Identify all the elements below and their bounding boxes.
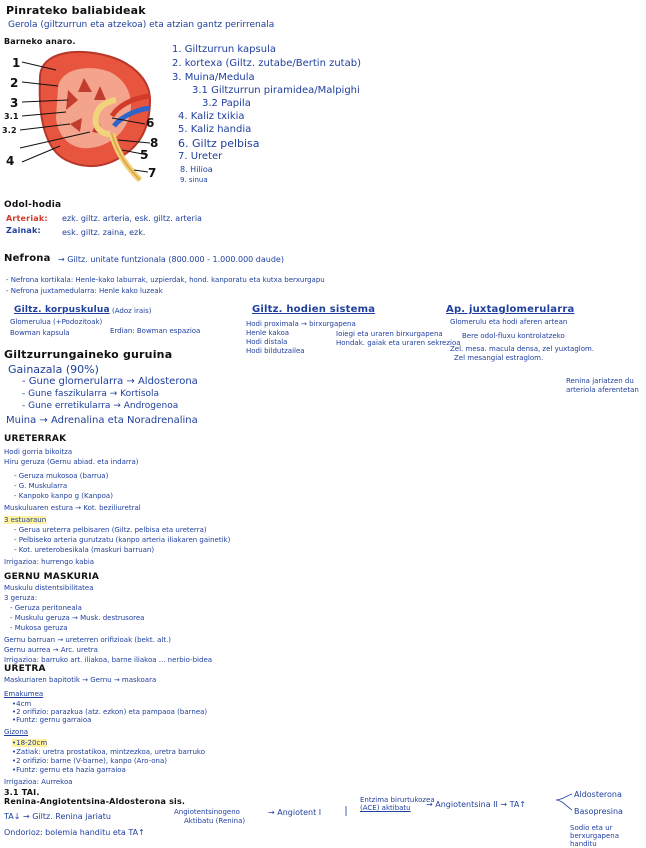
ureterrak-line: Muskuluaren estura → Kot. beziliuretral [4,504,141,512]
uretra-irrigazioa: Irrigazioa: Aurrekoa [4,778,73,786]
legend-item: 1. Giltzurrun kapsula [172,44,276,55]
kidney-number-3-1: 3.1 [4,112,19,121]
ureterrak-line: - Kot. ureterobesikala (maskuri barruan) [14,546,155,554]
uretra-em-item: •Funtz: gernu garraioa [12,716,92,724]
raa-angiotensin-2: → Angiotentsina II → TA↑ [426,800,527,809]
legend-item: 6. Giltz pelbisa [178,137,260,150]
adrenal-zone: - Gune faszikularra → Kortisola [22,389,160,399]
odol-title: Odol-hodia [4,200,62,210]
ureterrak-line: - Kanpoko kanpo g (Kanpoa) [14,492,113,500]
raa-sodium-note: Sodio eta ur berxurgapena handitu [570,824,619,848]
raa-flow-start: TA↓ → Giltz. Renina jariatu [4,812,111,821]
juxta-line: Zel. mesa. macula densa, zel yuxtaglom. [450,345,595,353]
adrenal-zone: - Gune erretikularra → Androgenoa [22,401,179,411]
uretra-line: Maskuriaren bapitotik → Gernu → maskoara [4,676,157,684]
legend-item: 3.1 Giltzurrun piramidea/Malpighi [192,85,360,96]
kidney-number-8: 8 [150,136,159,150]
ureterrak-line: Hiru geruza (Gernu abiad. eta indarra) [4,458,139,466]
legend-item: 7. Ureter [178,151,223,162]
legend-item: 5. Kaliz handia [178,124,252,135]
juxta-renin-note: Renina jariatzen du arteriola aferentetan [566,377,639,394]
tubular-item: Hodi bildutzailea [246,347,305,355]
adrenal-cortex: Gainazala (90%) [8,363,99,376]
raa-aldosterone: Aldosterona [574,790,622,799]
adrenal-zone: - Gune glomerularra → Aldosterona [22,376,198,387]
raa-enzyme: Entzima birurtukozea [360,796,435,804]
juxta-title: Ap. juxtaglomerularra [446,304,575,315]
juxta-line: Zel mesangial estraglom. [454,354,544,362]
raa-angiotensinogen: Angiotentsinogeno [174,808,240,816]
gernu-line: Muskulu distentsibilitatea [4,584,94,592]
ureterrak-line: - Gerua ureterra pelbisaren (Giltz. pelbisa eta ureterra) [14,526,207,534]
uretra-gi-item: •Funtz: gernu eta hazia garraioa [12,766,126,774]
gernu-line: 3 geruza: [4,594,38,602]
zainak-text: esk. giltz. zaina, ezk. [62,228,146,237]
kidney-number-3-2: 3.2 [2,126,17,135]
raa-renin-activation: Aktibatu (Renina) [184,817,246,825]
tubular-note: Ioiegi eta uraren birxurgapena [336,330,443,338]
legend-item: 3.2 Papila [202,98,251,109]
corpuscle-bowman-note: Erdian: Bowman espazioa [110,327,201,335]
gernu-line: - Geruza peritoneala [10,604,82,612]
raa-number: 3.1 TAI. [4,788,40,797]
page-title: Pinrateko baliabideak [6,4,146,17]
kidney-number-1: 1 [12,56,21,70]
uretra-title: URETRA [4,664,46,674]
uretra-gi-item: •18-20cm [12,739,48,747]
nefrona-definition: → Giltz. unitate funtzionala (800.000 - 1.000.000 daude) [58,255,284,264]
kidney-number-7: 7 [148,166,157,180]
tubular-note: Hondak. gaiak eta uraren sekrezioa [336,339,461,347]
ureterrak-line: - G. Muskularra [14,482,68,490]
gernu-title: GERNU MASKURIA [4,572,100,582]
legend-item: 3. Muina/Medula [172,72,255,83]
kidney-number-5: 5 [140,148,149,162]
uretra-em-item: •2 orifizio: parazkua (atz. ezkon) eta pampaoa (barnea) [12,708,208,716]
juxta-line: Bere odol-fluxu kontrolatzeko [462,332,565,340]
nefrona-title: Nefrona [4,253,51,264]
legend-item: 2. kortexa (Giltz. zutabe/Bertin zutab) [172,58,361,69]
ureterrak-line: 3 estuaraun [4,516,47,524]
ureterrak-line: - Geruza mukosoa (barrua) [14,472,109,480]
gernu-line: Gernu barruan → ureterren orifizioak (bekt. alt.) [4,636,172,644]
juxta-line: Glomerulu eta hodi aferen artean [450,318,568,326]
legend-item: 9. sinua [180,176,208,184]
gernu-line: Irrigazioa: barruko art. iliakoa, barne iliakoa ... nerbio-bidea [4,656,213,664]
raa-angiotensin-1: → Angiotent I [268,808,322,817]
kidney-number-3: 3 [10,96,19,110]
arteriak-label: Arteriak: [6,214,48,223]
nefrona-line: - Nefrona juxtamedularra: Henle kako luzeak [6,287,163,295]
gernu-line: - Muskulu geruza → Musk. destrusorea [10,614,145,622]
uretra-gi-item: •2 orifizio: barne (V-barne), kanpo (Aro-ona) [12,757,167,765]
corpuscle-title: Giltz. korpuskulua [14,305,110,315]
adrenal-title: Giltzurrungaineko guruina [4,348,173,361]
corpuscle-note: (Adoz irais) [112,307,152,315]
raa-conclusion: Ondorioz: bolemia handitu eta TA↑ [4,828,145,837]
kidney-number-2: 2 [10,76,19,90]
ureterrak-title: URETERRAK [4,434,67,444]
gernu-line: - Mukosa geruza [10,624,68,632]
nefrona-line: - Nefrona kortikala: Henle-kako laburrak, uzpierdak, hond. kanporatu eta kutxa berxurgapu [6,276,325,284]
corpuscle-item: Glomerulua (+Podozitoak) [10,318,103,326]
ureterrak-line: Irrigazioa: hurrengo kabia [4,558,95,566]
raa-vasopressin: Basopresina [574,807,623,816]
uretra-gizona: Gizona [4,728,29,736]
uretra-em-item: •4cm [12,700,32,708]
adrenal-medulla: Muina → Adrenalina eta Noradrenalina [6,415,198,426]
tubular-item: Hodi proximala → birxurgapena [246,320,356,328]
ureterrak-line: Hodi gorria bikoitza [4,448,73,456]
arteriak-text: ezk. giltz. arteria, esk. giltz. arteria [62,214,202,223]
tubular-item: Henle kakoa [246,329,290,337]
kidney-number-6: 6 [146,116,155,130]
corpuscle-item: Bowman kapsula [10,329,70,337]
zainak-label: Zainak: [6,226,41,235]
uretra-emakumea: Emakumea [4,690,44,698]
kidney-number-4: 4 [6,154,15,168]
raa-title: Renina-Angiotentsina-Aldosterona sis. [4,797,186,806]
page-subtitle: Gerola (giltzurrun eta atzekoa) eta atzian gantz perirrenala [8,20,275,30]
raa-ace: (ACE) aktibatu [360,804,411,812]
uretra-gi-item: •Zatiak: uretra prostatikoa, mintzezkoa, uretra barruko [12,748,206,756]
tubular-title: Giltz. hodien sistema [252,304,376,315]
tubular-item: Hodi distala [246,338,288,346]
legend-item: 4. Kaliz txikia [178,111,245,122]
legend-item: 8. Hilioa [180,165,213,174]
gernu-line: Gernu aurrea → Arc. uretra [4,646,98,654]
ureterrak-line: - Pelbiseko arteria gurutzatu (kanpo arteria iliakaren gainetik) [14,536,231,544]
section-barneko: Barneko anaro. [4,37,76,46]
